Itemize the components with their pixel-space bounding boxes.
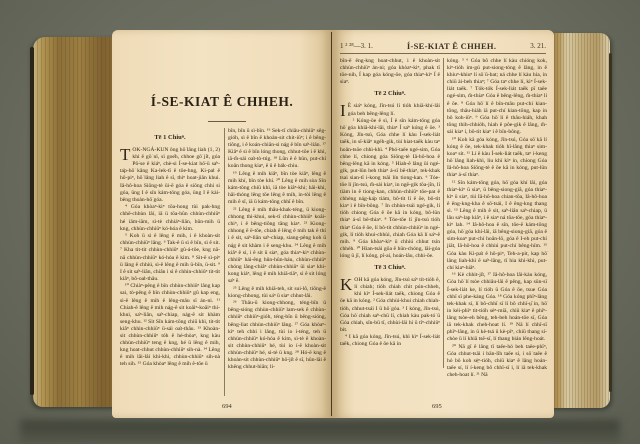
column-divider — [224, 128, 225, 396]
paragraph: ⁴ I kā góa kóng, Jîn-tsú, khì kìⁿ Í-sek-liát taēk, chiong Góa ê ōe kā in — [340, 334, 440, 348]
paragraph: ¹⁰ Chiàⁿ-pêng ê bīn chhùn-chhiūⁿ lâng kap sai, tò-pêng ê bīn chhùn-chhiūⁿ gû kap eng, sì-ê lêng ê mih ê lêng-mâu sī án-ni. ¹¹ Chiah-ê lêng ê mih ná̤g-ê sit koâiⁿ-koâiⁿ thí-khui, sa̍ⁿ-liân, sa̍ⁿ-chiap, ná̤g-ê sit khàm seng-khu. ¹² Sit Sîn kám-tōng chiū khì, tit-tit kiâⁿ chhin-chhiūⁿ ū-sái oa̍t-thâu. ¹³ Khoàn-sit chhùn-chhiūⁿ tóh ê hé-thòaⁿ, kng kàu chhùn-chhiūⁿ teng ê kng, hé ū lêng ê mih, kng hoat-chhut chhùn-chhiūⁿ sih-nà. ¹⁴ Lêng ê mih lâi-lâi khì-khì, chhùn-chhiūⁿ sih-nà teh sih. ¹⁵ Góa khòaⁿ lêng ê mih ê-tōe ū — [120, 283, 220, 368]
paragraph: bîn-ē êng-kng hoat-chhut, i ê khoàn-sit chhùn-chhiūⁿ án-ni; góa khòaⁿ-kìⁿ, phak tī tōe-nih, Í kap góa kóng-ōe, góa thiaⁿ-kìⁿ Í ê siaⁿ. — [340, 58, 440, 86]
verse-range-end: 3. 21. — [530, 41, 546, 50]
paragraph: ²² Lêng ê mih thâu-khak-téng, ū kiong-chhong thi-khui, sek-tī chhùn-chhiūⁿ koâi-chiⁿ, i ê bêng-tiông tāng kiaⁿ. ²³ Kiong-chhong ē ē-tōe, chiah ê lêng ê mih tak ê thí i ê sit, sa̍ⁿ-liân sa̍ⁿ-chiap, siang-pêng koh ū ná̤g ê sit khàm i ê seng-khu. ²⁴ Lêng ê mih kiâⁿ ê sì, i ê sit ū siaⁿ, góa thiaⁿ-kìⁿ chhùn-chhiūⁿ hái-êng hûn-hûn-háu, chhùn-chhiūⁿ chóng lâng-chiâⁿ chhùn-chhiūⁿ ūi siaⁿ khì-kong kiáⁿ, lêng ê mih khiā-tiāⁿ, sì ê sit lóng sa̍ⁿ ē. — [228, 207, 326, 284]
verse-range: 1 ² ²⁸—3. 1. — [340, 41, 373, 50]
column-divider — [443, 58, 444, 368]
paragraph: ² Kóng-ōe ê sì, Í ê sîn kám-tōng góa hō͘ góa khiā-khí-lâi, thiaⁿ Í sa̍ⁿ kóng ê ōe. ³ Kóng, Jîn-tsú, Góa chhe lí kàu Í-sek-liát taēk, in sī-kiâⁿ ngéh-gik, tùi hiat-taēk kàu taⁿ hoân-tsōe chhì-khì. ⁴ Phó͘-taēe ngé-sim, Góa chhe lí, chiong góa Siōng-tè Iâ-hô-hoa ê bêng-lēng kā in kóng. ⁵ Hiah-ê lâng ūi ngé-gik, put-lūn beh thiaⁿ á-sī bē-thiaⁿ, tek-khak tsai sian-tī i-kong tsāi lín tiong-kan. ⁶ Tóe-tōe lí jîn-tsú, m̄-sái kiaⁿ, in ngē-gik tōa-jîn, lí tiàm in ē tiong-kan, chhùn-chhiūⁿ tōe-pat ê chhèng ná̤g-ka̍p tiám, bô-tit lí ê ōe, bô-tit kiaⁿ i ê bīn-bông. ⁷ In chhùn-tsái ngé-gik, lí tióh chiong Góa ê ōe kā in kóng, bô-lūn thiaⁿ á-sī bē-thiaⁿ. ⁸ Tóe-tōe lí jîn-tsú tióh thiaⁿ Góa ê ōe, lí bô-tit chhùn-chhiūⁿ in ngé-gik, lí tióh khui-chhùi, chiah Góa kā lí sa̍ⁿ-ê mih. ⁹ Góa khòaⁿ-kìⁿ ū chhiú chhut tsín chhèh. ¹⁰ Hian-tsái gōa ê hūn-chóng, lāi-góa lóng ū jī, lí kóng, pî-ai, hoán-lâu, chhi-ōe. — [340, 118, 440, 259]
paragraph: ²⁰ Nā gī ê lâng tī taēe-hó beh taēe-phīⁿ, Góa chhut-tsāi i bān-lîh taēe sí, i sō͘ taēe ê hó bô koh sè̤ⁿ-tióh, chiū kiaⁿ ê lâng hoán-taēe sí, lí í-keng bô chhī-sī i, lí iā tek-khak cheh-hoat lí. ²¹ Nā — [447, 343, 547, 379]
right-fore-edge — [548, 33, 610, 408]
paragraph: ⁵ Koh ū sì ê lêng ê mih, i ê khoàn-sit chhùn-chhiūⁿ lâng. ⁶ Tak-ê ū sì ê bīn, sì ê sit. ⁷ Kha tit-tit chhùn-chhiūⁿ gû-á-tôe, kng nā-nā chhùn-chhiūⁿ kó-hóa ê kim. ⁸ Sit-ē sì-piⁿ ū lâng ê chhiú, sì-ê lêng ê mih ū-bīn, ū-sit. ⁹ I ê sit sa̍ⁿ-liân, chiân i sì ê chhin-chhiūⁿ tit-tit kiâⁿ, bô-oa̍t-thâu. — [120, 233, 220, 282]
drop-cap: T — [120, 145, 131, 165]
chapter-heading: Tē 3 Chiuⁿ. — [374, 264, 406, 272]
paragraph: ⁴ Góa khòaⁿ-kìⁿ tōa-hong tùi pak-hng chhē-chhùn lâi, iā ū tōa-hûn chhùn-chhiūⁿ hé iām-iām, sì-tè chhiáⁿ-liān, hûn-mih ū kng, chhùn-chhiūⁿ kó-hóa ê kim. — [120, 204, 220, 232]
paragraph: bîn, bîn ū sì-bīn. ¹⁶ Sek-tī chiâu-chhiūⁿ sêg-gióh, sì ê bîn ē khoàn-sit chit-iūⁿ; i ê bêng-tiông, i ê koán-chiān-sì ná̤g ê bîn sa̍ⁿ-liân. ¹⁷ Kiâⁿ ê sì ê bîn lóng thong, chhut-tōe i ê khì, iā-m̄-sái oa̍t-tò-tńg. ¹⁸ Lûn ê ê hûn, put-chí koân thong kiaⁿ, ē ū ê bák-chiu. — [228, 128, 326, 170]
drop-cap: K — [340, 275, 353, 295]
paragraph: ¹² Sîn kám-tōng góa, hō͘ góa khí lâi, góa thiaⁿ-kìⁿ ū siaⁿ, ū bêng-siong-giâ, góa thiaⁿ-kìⁿ ū siaⁿ, tùi Iâ-hô-hoa chian-tōa, Iâ-hô-hoa ê êng-kng-kha ê sō͘-tsái, I ê êng-kng thang sì. ¹³ Lêng ê mih ê sit, sa̍ⁿ-liân sa̍ⁿ-chiap, ū lâu sa̍ⁿ-lap kiâⁿ, i ê siaⁿ ná tōa-tōe, góa thiaⁿ-kìⁿ lah. ¹⁴ Iâ-hô-hoa ê sîn, tōe-ē kám-tōng góa, hō͘ góa khí-lâi, iā bêng-siong-giâ, góa ê sim-koaⁿ put-chí hoân-lō, góa ê I-eh put-chí jiāt, Iâ-hô-hoa ê chhiú put-chí bêng-hīm. ¹⁵ Góa kàu Ki-pa̍t ê hô-piⁿ, Teh-a-pit, kap hō͘ lâng liah-khì ê sa̍ⁿ-lâng, tī hia khì-khì, put-chí kiaⁿ-hiâⁿ. — [447, 179, 547, 271]
right-page-column-1 — [340, 58, 440, 349]
left-fore-edge — [33, 37, 119, 407]
paragraph: ¹⁰ Koh kā góa kóng, Jîn-tsú, Góa sō͘ kā lí kóng ê ōe, tek-khak tióh hī-lâng thiaⁿ sim-koaⁿ sit. ¹¹ Lí ê kàu Í-sek-liát taēk, taⁿ í-keng hō͘ lâng liah-khì, lìu khì kìⁿ in, chiong Góa Iâ-hô-hoa Siōng-tè ê ōe kā in kóng, put-lūn thiaⁿ á-sī thiaⁿ. — [447, 136, 547, 178]
page-number: 695 — [432, 403, 442, 410]
paragraph: ²⁶ Thâu-ū kiong-chhong, téng-bīn ū bêng-sióng chhùn-chhiūⁿ lam-sek ê chhùn-chhiūⁿ chhiūⁿ-gióh, téng-bīn ū bêng-sióng, bêng-liat chhùn-chhiūⁿ lâng. ²⁷ Góa khòaⁿ-kìⁿ teh chhi i lâng, tùi io í-téng, teh ū chhùn-chhiūⁿ kó-hóa ê kim, sì-tè ê khoàn-sit chhùn-chhiūⁿ hé, tùi io í-ē khoàn-sit chhùn-chhiūⁿ hé, sì-tè ū kng. ²⁸ Hó-ē kng ê khoàn-sit chhùn-chhiūⁿ hō͘-ji̍t ê sî, hûn-lāi ê khēng chhut-hiān; lí- — [228, 300, 326, 371]
book-shadow — [20, 420, 620, 444]
running-title: Í-SE-KIAT Ê CHHEH. — [406, 40, 497, 51]
paragraph: ¹⁹ Lêng ê mih kiâⁿ, bîn tòe kiâⁿ, lêng ê mih khí, bîn tòe khí. ²⁰ Lêng ê mih sòa Sîn kám-tōng chiū khì, iā tòe kiâⁿ-khì; hâi-khì, hâi-thóng lêng tōe lêng ê mih, in-tòi lêng ê mih ê sî, iā ū kám-tōng chhī ê bîn. — [228, 171, 326, 206]
title-rule — [208, 121, 246, 122]
page-number: 694 — [222, 403, 232, 410]
paragraph: I Ê sia̍ⁿ kóng, Jîn-tsú lí tióh khiā-khí-lâi góa beh bêng-lêng lí. — [340, 101, 440, 121]
paragraph: ²⁵ Lêng ê mih khiā-teh, sit sui-lô, tiông-ē kiong-chhong, tùi sa̍ⁿ ū siaⁿ chhut-lâi. — [228, 285, 326, 299]
drop-cap: I — [340, 101, 346, 121]
chapter-heading: Tē 2 Chiuⁿ. — [374, 90, 406, 98]
left-page-column-2 — [228, 128, 326, 372]
left-page-column-1 — [120, 130, 220, 369]
book-title: Í-SE-KIAT Ê CHHEH. — [150, 94, 294, 109]
paragraph: kóng. ⁵ ⁶ Góa bô chhe lí kàu chióng kok, kiⁿ-tióh im-gú put-siong-tóng ê lâng, in ê khiuⁿ-khiuⁿ lí sō͘ ū-bat; ná chhe lí kàu hia, in chiū ài-beh thiaⁿ; ⁷ Góa taⁿ chhe lí, kìⁿ Í-sek-liát taēk. ⁷ Tók-tók Í-sek-liát taēk pī taēe ngé-sim, m̄-thiaⁿ Góa ê bêng-lêng, m̄-thiaⁿ lí ê ōe. ⁸ Góa hō͘ lí ê bīn-mâu put-chí kian-tōng, thâu-hiáh iā put-chí kian-tōng, kap in bô koh-iūⁿ. ⁹ Góa hō͘ lí ê thâu-hiáh, khah tōng thih-chhióh, hiah ê pôe-gik ê lâng, m̄-sái kiaⁿ i, bô-tit kiaⁿ i ê bīn-bông. — [447, 58, 547, 135]
paragraph: TOK-NGÁ-KUN ông hō͘ lâng liah (1, 2) khì ê gō͘ nî, sì goe̍h, chhoe gō͘ ji̍t, góa Pō͘-se ê kiáⁿ, chè-si Í-se-kiat hō͘-ū sa̍ⁿ-ta̍p-hō͘ kâng Ka-lek-tī ê tōe-hng, Ki-pa̍t ê hô-piⁿ, hō͘ lâng liah ê sî, thiⁿ hoat-jiân khui. Iâ-hô-hoa Siōng-tè ūi-ē góa ê siōng chhi si góa, ūng I ê sîn kám-tōng góa, ūng I ê kài-bēng thoàn-hō͘ góa. — [120, 145, 220, 203]
right-page — [332, 30, 554, 418]
left-page — [112, 30, 332, 418]
paragraph: ¹⁶ Kè chhit-ji̍t, ¹⁷ Iâ-hô-hoa lâi-kàu kóng, Góa hō͘ lí tsòe chhiâu-lâi ê pêng, kap sūn-sī Í-sek-liát ke, lí tióh ū Góa ê ōe, tsue Góa chhī sī phe-kàng Góa. ¹⁸ Góa kóng phīⁿ-lâng tek-khak sí, lí bô-chhī sī lí bô chhī-ṳ̄ in, hō͘ in kéi-phīⁿ tit-tióh sèⁿ-miā, chiū kiaⁿ ê phīⁿ-lâng tsòe-eh bêng, teh-beh hoán-tōe sī, Góa iā tek-khak cheh-hoat lí. ¹⁹ Nā lí chhī-sī phīⁿ-lâng, in ū kè-tsá ū kè-pīⁿ, chiū thang sí-chòe ū lí khiā tsē-sī, lí thang bián lêng-hoát. — [447, 272, 547, 343]
paragraph: KOH kā góa kóng, Jîn-tsú sa̍ⁿ tít-tióh ê, lí chiah; tióh chiah chit pún-chheh, khì kìⁿ Í-sek-liát taēk, chiong Góa ê ōe kā in kóng. ² Góa chhùi-khui chiah chiah-tióh, chhut-tsái I ū hō͘ góa. ³ I kóng, Jîn-tsú, Góa hō͘ chiah sa̍ⁿ-chū lí, chiah kàu pak-tó͘ ū Góa chiah, sîn-bū tī, chhùi-lāi hí ū tîⁿ-chhiūⁿ bit. — [340, 275, 441, 333]
right-page-column-2 — [447, 58, 547, 380]
running-head — [340, 38, 546, 54]
chapter-heading: Tē 1 Chiuⁿ. — [154, 134, 186, 141]
